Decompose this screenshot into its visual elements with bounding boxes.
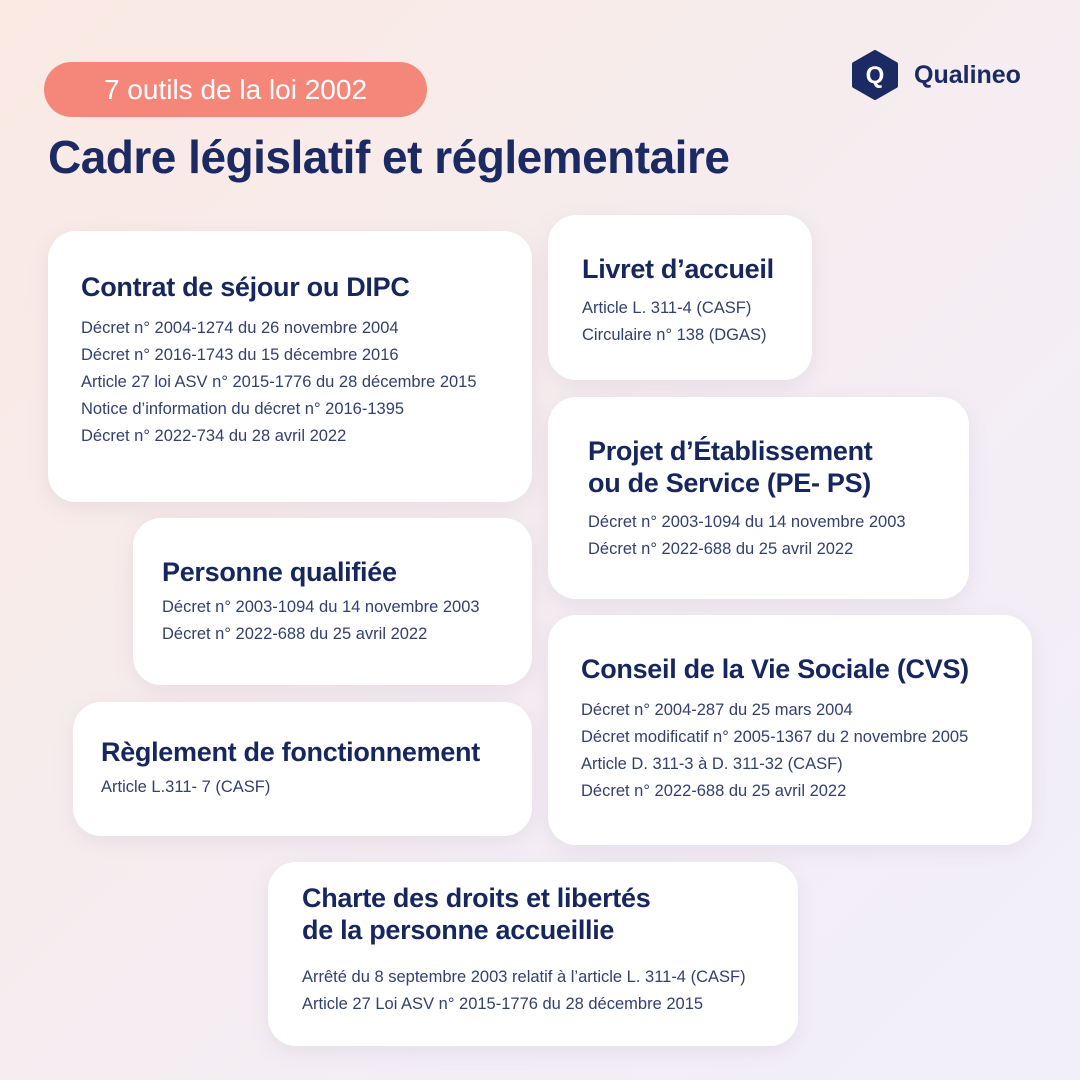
card-title-line: Charte des droits et libertés: [302, 883, 651, 913]
reference-item: Décret modificatif n° 2005-1367 du 2 novembre 2005: [581, 728, 969, 746]
reference-item: Décret n° 2004-287 du 25 mars 2004: [581, 701, 853, 719]
brand-name: Qualineo: [914, 60, 1021, 89]
reference-item: Notice d’information du décret n° 2016-1395: [81, 400, 405, 418]
reference-item: Article L. 311-4 (CASF): [582, 299, 752, 317]
reference-item: Décret n° 2003-1094 du 14 novembre 2003: [588, 513, 906, 531]
reference-list: [588, 509, 969, 563]
logo-letter: Q: [865, 62, 885, 89]
reference-item: Arrêté du 8 septembre 2003 relatif à l’article L. 311-4 (CASF): [302, 968, 746, 986]
card-title: Livret d’accueil: [582, 254, 774, 284]
qualineo-logo-icon: [850, 50, 900, 100]
card-title-line: de la personne accueillie: [302, 915, 615, 945]
reference-item: Décret n° 2016-1743 du 15 décembre 2016: [81, 346, 399, 364]
reference-list: [162, 594, 532, 648]
card-title-line: Projet d’Établissement: [588, 436, 873, 466]
reference-item: Décret n° 2022-688 du 25 avril 2022: [588, 540, 854, 558]
reference-item: Décret n° 2003-1094 du 14 novembre 2003: [162, 598, 480, 616]
card-conseil-vie-sociale: [548, 615, 1032, 845]
card-personne-qualifiee: [133, 518, 532, 685]
card-title: Personne qualifiée: [162, 557, 397, 587]
card-title: Conseil de la Vie Sociale (CVS): [581, 654, 969, 684]
page-title: Cadre législatif et réglementaire: [48, 131, 730, 183]
reference-item: Décret n° 2004-1274 du 26 novembre 2004: [81, 319, 399, 337]
card-title: Contrat de séjour ou DIPC: [81, 272, 410, 302]
reference-list: [581, 697, 1032, 805]
reference-item: Décret n° 2022-688 du 25 avril 2022: [581, 782, 847, 800]
card-livret-accueil: [548, 215, 812, 380]
reference-list: [101, 774, 532, 801]
reference-item: Décret n° 2022-734 du 28 avril 2022: [81, 427, 347, 445]
reference-list: [302, 964, 798, 1018]
card-reglement-fonctionnement: [73, 702, 532, 836]
card-title: [302, 882, 798, 946]
card-title: [588, 435, 969, 499]
reference-item: Article D. 311-3 à D. 311-32 (CASF): [581, 755, 843, 773]
reference-item: Article L.311- 7 (CASF): [101, 778, 271, 796]
brand: [850, 50, 1021, 100]
card-title: Règlement de fonctionnement: [101, 737, 480, 767]
reference-item: Article 27 Loi ASV n° 2015-1776 du 28 décembre 2015: [302, 995, 704, 1013]
reference-list: [81, 315, 532, 450]
card-title-line: ou de Service (PE- PS): [588, 468, 871, 498]
card-projet-etablissement: [548, 397, 969, 599]
reference-item: Circulaire n° 138 (DGAS): [582, 326, 767, 344]
card-charte-droits-libertes: [268, 862, 798, 1046]
category-badge: 7 outils de la loi 2002: [44, 62, 427, 117]
card-contrat-de-sejour: [48, 231, 532, 502]
reference-item: Décret n° 2022-688 du 25 avril 2022: [162, 625, 428, 643]
reference-item: Article 27 loi ASV n° 2015-1776 du 28 décembre 2015: [81, 373, 477, 391]
reference-list: [582, 295, 812, 349]
